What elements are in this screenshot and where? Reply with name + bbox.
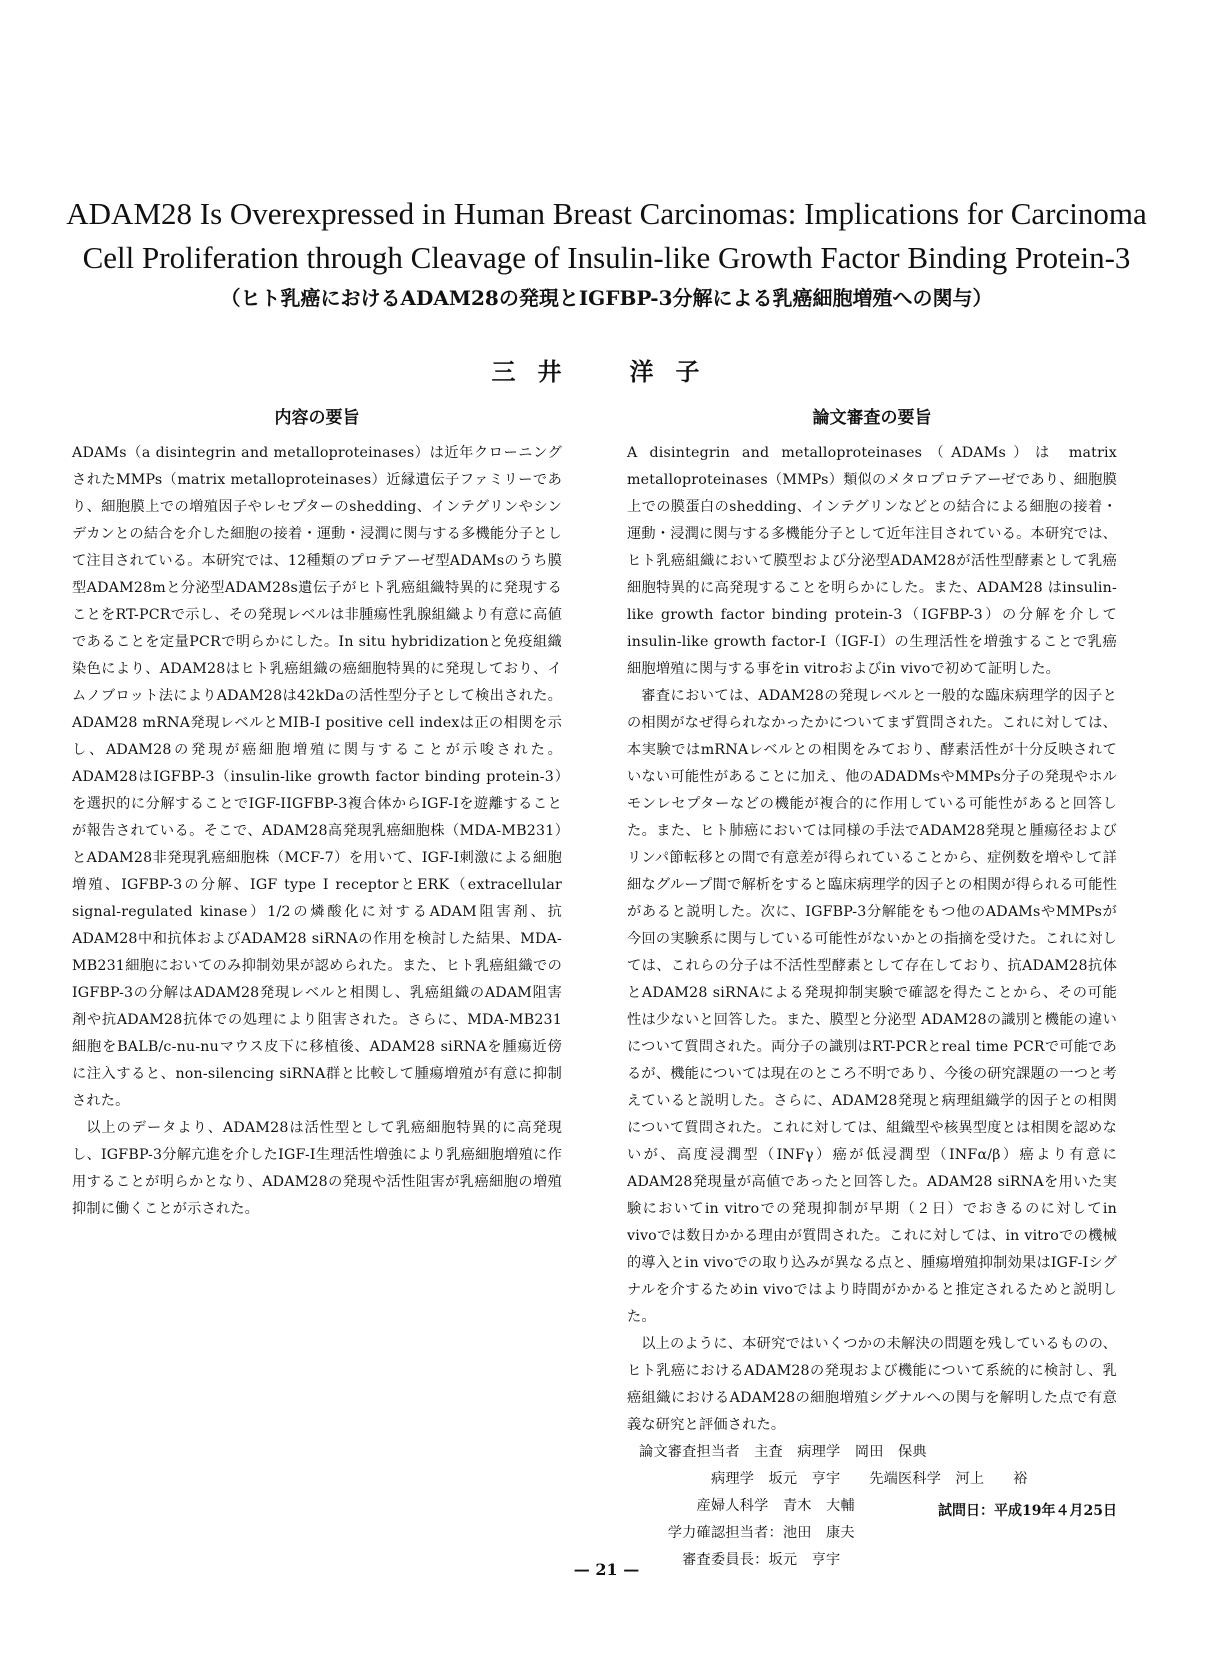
left-section-heading: 内容の要旨: [274, 408, 360, 428]
exam-date: 試問日：平成19年４月25日: [938, 1503, 1117, 1519]
abstract-summary-column: [72, 440, 562, 1223]
japanese-title: （ヒト乳癌におけるADAM28の発現とIGFBP-3分解による乳癌細胞増殖への関与）: [220, 286, 993, 310]
author-name: 三井 洋子: [491, 357, 722, 386]
reviewer-row: 審査委員長：坂元 亨宇: [639, 1552, 841, 1568]
english-title: [60, 192, 1153, 280]
page-number: — 21 —: [573, 1560, 640, 1579]
right-section-heading: 論文審査の要旨: [812, 408, 932, 428]
reviewer-row: 論文審査担当者 主査 病理学 岡田 保典: [639, 1444, 927, 1460]
reviewer-row: 学力確認担当者：池田 康夫: [639, 1525, 855, 1541]
review-paragraph-2: 審査においては、ADAM28の発現レベルと一般的な臨床病理学的因子との相関がなぜ得られなかったかについてまず質問された。これに対しては、本実験ではmRNAレベルとの相関をみており、酵素活性が十分反映されていない可能性があることに加え、他のADADMsやMMPs分子の発現やホルモンレセプターなどの機能が複合的に作用している可能性があると回答した。また、ヒト肺癌においては同様の手法でADAM28発現と腫瘍径およびリンパ節転移との間で有意差が得られていることから、症例数を増やして詳細なグループ間で解析をすると臨床病理学的因子との相関が得られる可能性があると説明した。次に、IGFBP-3分解能をもつ他のADAMsやMMPsが今回の実験系に関与している可能性がないかとの指摘を受けた。これに対しては、これらの分子は不活性型酵素として存在しており、抗ADAM28抗体とADAM28 siRNAによる発現抑制実験で確認を得たことから、その可能性は少ないと回答した。また、膜型と分泌型 ADAM28の識別と機能の違いについて質問された。両分子の識別はRT-PCRとreal time PCRで可能であるが、機能については現在のところ不明であり、今後の研究課題の一つと考えていると説明した。さらに、ADAM28発現と病理組織学的因子との相関について質問された。これに対しては、組織型や核異型度とは相関を認めないが、高度浸潤型（INFγ）癌が低浸潤型（INFα/β）癌より有意にADAM28発現量が高値であったと回答した。ADAM28 siRNAを用いた実験においてin vitroでの発現抑制が早期（２日）でおきるのに対してin vivoでは数日かかる理由が質問された。これに対しては、in vitroでの機械的導入とin vivoでの取り込みが異なる点と、腫瘍増殖抑制効果はIGF-Iシグナルを介するためin vivoではより時間がかかると推定されるためと説明した。: [627, 688, 1117, 1325]
review-summary-column: [627, 440, 1117, 1574]
english-title-line-1: ADAM28 Is Overexpressed in Human Breast Carcinomas: Implications for Carcinoma: [66, 196, 1147, 231]
abstract-paragraph-2: 以上のデータより、ADAM28は活性型として乳癌細胞特異的に高発現し、IGFBP-3分解亢進を介したIGF-I生理活性増強により乳癌細胞増殖に作用することが明らかとなり、ADAM28の発現や活性阻害が乳癌細胞の増殖抑制に働くことが示された。: [72, 1120, 562, 1217]
reviewer-row: 産婦人科学 青木 大輔: [639, 1498, 855, 1514]
reviewer-row: 病理学 坂元 亨宇 先端医科学 河上 裕: [639, 1471, 1028, 1487]
abstract-paragraph-1: ADAMs（a disintegrin and metalloproteinases）は近年クローニングされたMMPs（matrix metalloproteinases）近縁遺伝子ファミリーであり、細胞膜上での増殖因子やレセプターのshedding、インテグリンやシンデカンとの結合を介した細胞の接着・運動・浸潤に関与する多機能分子として注目されている。本研究では、12種類のプロテアーゼ型ADAMsのうち膜型ADAM28mと分泌型ADAM28s遺伝子がヒト乳癌組織特異的に発現することをRT-PCRで示し、その発現レベルは非腫瘍性乳腺組織より有意に高値であることを定量PCRで明らかにした。In situ hybridizationと免疫組織染色により、ADAM28はヒト乳癌組織の癌細胞特異的に発現しており、イムノブロット法によりADAM28は42kDaの活性型分子として検出された。ADAM28 mRNA発現レベルとMIB-I positive cell indexは正の相関を示し、ADAM28の発現が癌細胞増殖に関与することが示唆された。ADAM28はIGFBP-3（insulin-like growth factor binding protein-3）を選択的に分解することでIGF-IIGFBP-3複合体からIGF-Iを遊離することが報告されている。そこで、ADAM28高発現乳癌細胞株（MDA-MB231）とADAM28非発現乳癌細胞株（MCF-7）を用いて、IGF-I刺激による細胞増殖、IGFBP-3の分解、IGF type I receptorとERK（extracellular signal-regulated kinase）1/2の燐酸化に対するADAM阻害剤、抗ADAM28中和抗体およびADAM28 siRNAの作用を検討した結果、MDA-MB231細胞においてのみ抑制効果が認められた。また、ヒト乳癌組織でのIGFBP-3の分解はADAM28発現レベルと相関し、乳癌組織のADAM阻害剤や抗ADAM28抗体での処理により阻害された。さらに、MDA-MB231細胞をBALB/c-nu-nuマウス皮下に移植後、ADAM28 siRNAを腫瘍近傍に注入すると、non-silencing siRNA群と比較して腫瘍増殖が有意に抑制された。: [72, 445, 562, 1109]
review-paragraph-1: A disintegrin and metalloproteinases（ADAMs）は matrix metalloproteinases（MMPs）類似のメタロプロテアーゼであり、細胞膜上での膜蛋白のshedding、インテグリンなどとの結合による細胞の接着・運動・浸潤に関与する多機能分子として近年注目されている。本研究では、ヒト乳癌組織において膜型および分泌型ADAM28が活性型酵素として乳癌細胞特異的に高発現することを明らかにした。また、ADAM28 はinsulin-like growth factor binding protein-3（IGFBP-3）の分解を介してinsulin-like growth factor-I（IGF-I）の生理活性を増強することで乳癌細胞増殖に関与する事をin vitroおよびin vivoで初めて証明した。: [627, 445, 1117, 677]
review-paragraph-3: 以上のように、本研究ではいくつかの未解決の問題を残しているものの、ヒト乳癌におけるADAM28の発現および機能について系統的に検討し、乳癌組織におけるADAM28の細胞増殖シグナルへの関与を解明した点で有意義な研究と評価された。: [627, 1336, 1117, 1433]
english-title-line-2: Cell Proliferation through Cleavage of Insulin-like Growth Factor Binding Protein-3: [82, 240, 1131, 275]
